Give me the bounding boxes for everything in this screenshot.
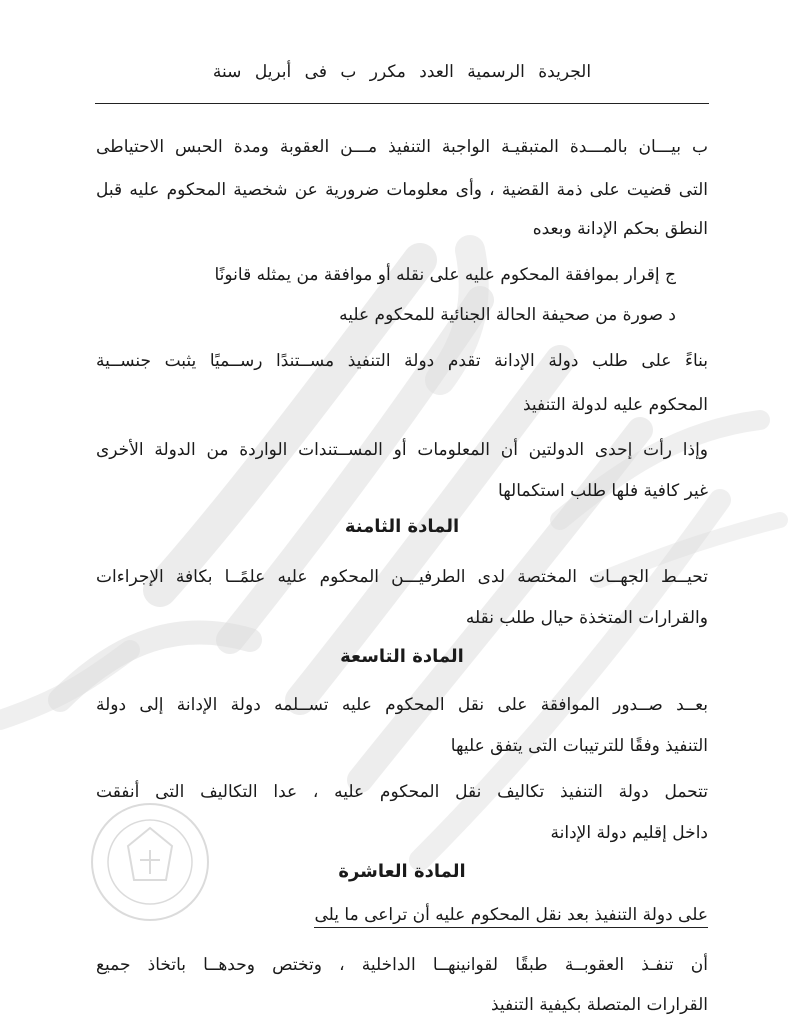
paragraph-2-line-1: وإذا رأت إحدى الدولتين أن المعلومات أو المســتندات الواردة من الدولة الأخرى bbox=[96, 440, 708, 460]
article-9-line-2: التنفيذ وفقًا للترتيبات التى يتفق عليها bbox=[450, 736, 708, 756]
item-j-line: ج إقرار بموافقة المحكوم عليه على نقله أو موافقة من يمثله قانونًا bbox=[214, 265, 676, 285]
header-divider bbox=[95, 103, 709, 104]
article-8-line-2: والقرارات المتخذة حيال طلب نقله bbox=[465, 608, 708, 628]
paragraph-1-line-2: المحكوم عليه لدولة التنفيذ bbox=[522, 395, 708, 415]
article-9-line-3: تتحمل دولة التنفيذ تكاليف نقل المحكوم عليه ، عدا التكاليف التى أنفقت bbox=[96, 782, 708, 802]
article-10-title: المادة العاشرة bbox=[338, 861, 466, 882]
gazette-header: الجريدة الرسمية العدد مكرر ب فى أبريل سنة bbox=[212, 62, 592, 82]
article-10-intro-text: على دولة التنفيذ بعد نقل المحكوم عليه أن تراعى ما يلى bbox=[314, 905, 708, 928]
article-8-title: المادة الثامنة bbox=[344, 516, 460, 537]
article-9-line-1: بعــد صــدور الموافقة على نقل المحكوم عليه تســلمه دولة الإدانة إلى دولة bbox=[96, 695, 708, 715]
item-b-line-2: التى قضيت على ذمة القضية ، وأى معلومات ضرورية عن شخصية المحكوم عليه قبل bbox=[96, 180, 708, 200]
article-9-line-4: داخل إقليم دولة الإدانة bbox=[550, 823, 708, 843]
article-10-line-1: أن تنفـذ العقوبــة طبقًا لقوانينهــا الداخلية ، وتختص وحدهــا باتخاذ جميع bbox=[96, 955, 708, 975]
item-b-line-3: النطق بحكم الإدانة وبعده bbox=[532, 219, 708, 239]
article-10-intro bbox=[96, 900, 708, 930]
item-d-line: د صورة من صحيفة الحالة الجنائية للمحكوم عليه bbox=[339, 305, 676, 325]
item-b-line-1: ب بيـــان بالمـــدة المتبقيـة الواجبة التنفيذ مـــن العقوبة ومدة الحبس الاحتياطى bbox=[96, 137, 708, 157]
paragraph-1-line-1: بناءً على طلب دولة الإدانة تقدم دولة التنفيذ مســتندًا رســميًا يثبت جنســية bbox=[96, 351, 708, 371]
article-8-line-1: تحيــط الجهــات المختصة لدى الطرفيـــن المحكوم عليه علمًــا بكافة الإجراءات bbox=[96, 567, 708, 587]
article-9-title: المادة التاسعة bbox=[340, 646, 464, 667]
article-10-line-2: القرارات المتصلة بكيفية التنفيذ bbox=[490, 995, 708, 1015]
paragraph-2-line-2: غير كافية فلها طلب استكمالها bbox=[498, 481, 708, 501]
